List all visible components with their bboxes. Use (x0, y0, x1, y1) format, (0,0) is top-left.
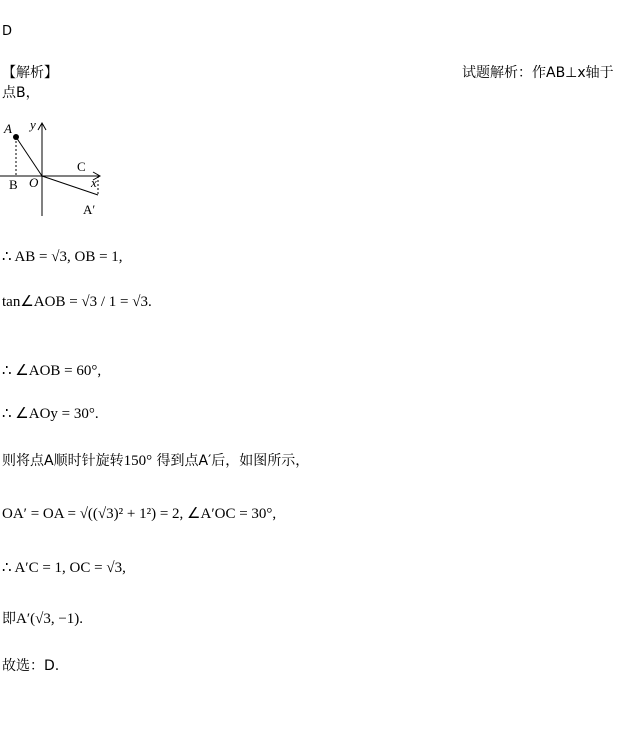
analysis-label: 【解析】 (2, 65, 58, 81)
label-A: A (4, 121, 12, 136)
label-C: C (77, 159, 86, 174)
coordinate-figure (0, 115, 110, 225)
rotation-angle: 150° (123, 453, 153, 469)
step-coordinates (2, 608, 83, 628)
step-tan: tan∠AOB = √3 / 1 = √3. (2, 294, 152, 310)
step-oa-length: OA′ = OA = √((√3)² + 1²) = 2, ∠A′OC = 30°, (2, 506, 277, 522)
label-y: y (30, 117, 36, 132)
segment-OA-prime (42, 176, 98, 195)
answer-letter: D (2, 24, 13, 39)
label-O: O (29, 175, 39, 190)
segment-OA (16, 137, 42, 176)
rotation-text-c: 得到点A′后，如图所示， (156, 453, 310, 469)
step-ab-ob: ∴ AB = √3, OB = 1, (2, 249, 123, 265)
step-ac-oc: ∴ A′C = 1, OC = √3, (2, 560, 126, 576)
rotation-text-a: 则将点A顺时针旋转 (2, 453, 124, 469)
label-x: x (91, 175, 97, 190)
analysis-intro-cont: 点B， (2, 85, 40, 101)
analysis-intro: 试题解析：作AB⊥x轴于 (462, 65, 614, 81)
coordinates-value: A′(√3, −1). (16, 611, 84, 627)
coordinates-prefix: 即 (2, 611, 16, 627)
label-B: B (9, 177, 18, 192)
final-answer: 故选：D. (2, 658, 60, 674)
step-angle-aob: ∴ ∠AOB = 60°, (2, 363, 102, 379)
step-rotation (2, 450, 309, 470)
step-angle-aoy: ∴ ∠AOy = 30°. (2, 406, 99, 422)
label-A-prime: A′ (83, 202, 96, 217)
